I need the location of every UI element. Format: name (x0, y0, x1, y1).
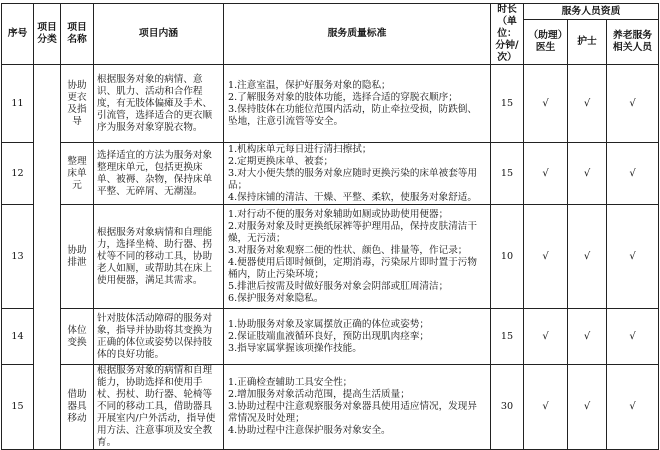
row-name: 体位变换 (61, 309, 94, 365)
row-seq: 12 (2, 143, 34, 205)
table-body (2, 65, 659, 450)
doctor-check: √ (524, 143, 568, 205)
doctor-check: √ (524, 65, 568, 143)
standard-line: 3.对服务对象观察二便的性状、颜色、排量等，作记录； (228, 244, 468, 256)
row-standard (224, 309, 491, 365)
table-row (2, 309, 659, 365)
row-seq: 14 (2, 309, 34, 365)
row-duration: 10 (491, 205, 524, 309)
row-standard (224, 143, 491, 205)
service-standard-table (1, 3, 659, 450)
table-row (2, 143, 659, 205)
row-duration: 30 (491, 365, 524, 450)
header-qualification: 服务人员资质 (524, 4, 659, 20)
doctor-check: √ (524, 365, 568, 450)
row-seq: 15 (2, 365, 34, 450)
standard-line: 2.了解服务对象的肢体功能，选择合适的穿脱衣顺序； (228, 91, 458, 103)
standard-line: 3.协助过程中注意观察服务对象器具使用适应情况，发现异常情况及时处理； (228, 401, 477, 424)
row-name: 协助排泄 (61, 205, 94, 309)
row-seq: 13 (2, 205, 34, 309)
standard-line: 1.正确检查辅助工具安全性； (228, 377, 353, 388)
standard-line: 2.增加服务对象活动范围，提高生活质量； (228, 389, 410, 400)
standard-line: 1.注意室温，保护好服务对象的隐私； (228, 79, 391, 91)
standard-line: 4.便器使用后即时倾倒，定期消毒，污染尿片即时置于污物桶内，防止污染环境； (228, 256, 477, 280)
standard-line: 5.排泄后按需及时做好服务对象会阴部或肛周清洁； (228, 280, 449, 292)
row-content: 针对肢体活动障碍的服务对象，指导并协助将其变换为正确的体位或姿势以保持肢体的良好功能。 (94, 309, 224, 365)
nurse-check: √ (568, 365, 607, 450)
nurse-check: √ (568, 309, 607, 365)
standard-line: 1.机构床单元每日进行清扫擦拭； (228, 143, 372, 155)
header-doctor: （助理）医生 (524, 20, 568, 65)
standard-line: 4.保持床铺的清洁、干燥、平整、柔软，使服务对象舒适。 (228, 191, 477, 203)
standard-line: 6.保护服务对象隐私。 (228, 292, 324, 304)
doctor-check: √ (524, 205, 568, 309)
nurse-check: √ (568, 205, 607, 309)
row-duration: 15 (491, 309, 524, 365)
standard-line: 4.协助过程中注意保护服务对象安全。 (228, 425, 391, 436)
standard-line: 3.保持肢体在功能位范围内活动，防止牵拉受损，防跌倒、坠地，注意引流管等安全。 (228, 103, 477, 127)
nurse-check: √ (568, 65, 607, 143)
header-name: 项目名称 (61, 4, 94, 65)
header-duration: 时长（单位：分钟/次） (491, 4, 524, 65)
row-content: 选择适宜的方法为服务对象整理床单元，包括更换床单、被褥、杂物，保持床单平整、无碎屑、无潮湿。 (94, 143, 224, 205)
row-name: 协助更衣及指导 (61, 65, 94, 143)
category-cell (34, 65, 61, 450)
standard-line: 1.协助服务对象及家属摆放正确的体位或姿势； (228, 318, 430, 330)
row-standard (224, 65, 491, 143)
row-name: 整理床单元 (61, 143, 94, 205)
row-standard (224, 365, 491, 450)
row-standard (224, 205, 491, 309)
standard-line: 2.对服务对象及时更换纸尿裤等护理用品，保持皮肤清洁干燥，无污渍； (228, 220, 477, 244)
header-seq: 序号 (2, 4, 34, 65)
header-elderly-staff: 养老服务相关人员 (607, 20, 659, 65)
staff-check: √ (607, 65, 659, 143)
staff-check: √ (607, 205, 659, 309)
doctor-check: √ (524, 309, 568, 365)
row-name: 借助器具移动 (61, 365, 94, 450)
header-nurse: 护士 (568, 20, 607, 65)
standard-line: 3.指导家属掌握该项操作技能。 (228, 342, 362, 354)
standard-line: 1.对行动不便的服务对象辅助如厕或协助使用便器； (228, 208, 449, 220)
table-row (2, 205, 659, 309)
table-row (2, 65, 659, 143)
row-duration: 15 (491, 65, 524, 143)
staff-check: √ (607, 365, 659, 450)
standard-line: 2.定期更换床单、被套； (228, 155, 334, 167)
standard-line: 3.对大小便失禁的服务对象应随时更换污染的床单被套等用品； (228, 167, 477, 191)
standard-line: 2.保证肢端血液循环良好，预防出现肌肉痉挛； (228, 330, 430, 342)
nurse-check: √ (568, 143, 607, 205)
row-content: 根据服务对象的病情和自理能力，协助选择和使用手杖、拐杖、助行器、轮椅等不同的移动工具，借助器具开展室内/户外活动，指导使用方法、注意事项及安全教育。 (94, 365, 224, 450)
row-content: 根据服务对象病情和自理能力，选择坐椅、助行器、拐杖等不同的移动工具，协助老人如厕，或帮助其在床上使用便器，满足其需求。 (94, 205, 224, 309)
row-duration: 15 (491, 143, 524, 205)
staff-check: √ (607, 309, 659, 365)
row-seq: 11 (2, 65, 34, 143)
staff-check: √ (607, 143, 659, 205)
row-content: 根据服务对象的病情、意识、肌力、活动和合作程度，有无肢体偏瘫及手术、引流管，选择适合的更衣顺序为服务对象穿脱衣物。 (94, 65, 224, 143)
table-row (2, 365, 659, 450)
header-category: 项目分类 (34, 4, 61, 65)
header-standard: 服务质量标准 (224, 4, 491, 65)
header-content: 项目内涵 (94, 4, 224, 65)
